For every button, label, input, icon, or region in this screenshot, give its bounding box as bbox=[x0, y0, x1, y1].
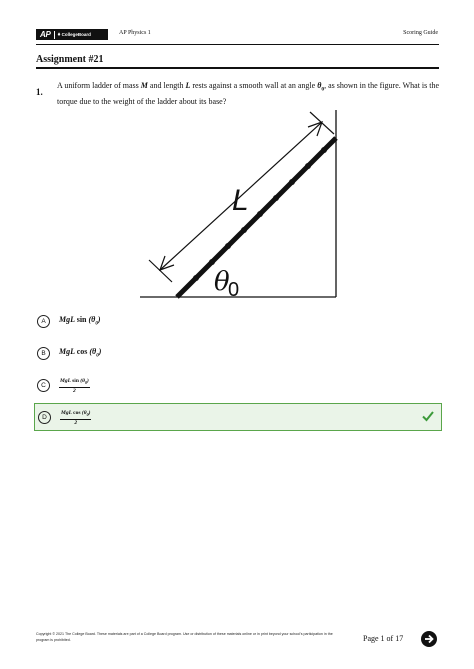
copyright-notice: Copyright © 2021 The College Board. These materials are part of a College Board program. Use or distribution of these materials online or in print beyond your school’s participation in the program is prohibited. bbox=[36, 632, 333, 642]
choice-letter: B bbox=[37, 347, 50, 360]
choice-formula: MgL $\sin (\theta_0)$ bbox=[59, 315, 101, 327]
choice-b[interactable] bbox=[34, 340, 440, 366]
length-tick-bottom bbox=[149, 260, 172, 282]
choice-letter: A bbox=[37, 315, 50, 328]
angle-label-subscript: 0 bbox=[228, 279, 240, 301]
course-name: AP Physics 1 bbox=[119, 30, 151, 36]
choice-formula: $\frac{MgL \sin (\theta_0)}{2}$ bbox=[60, 378, 89, 394]
choice-formula: MgL $\cos (\theta_0)$ bbox=[59, 347, 102, 359]
ladder bbox=[177, 138, 336, 297]
length-label: L bbox=[232, 184, 249, 217]
choice-d[interactable] bbox=[34, 403, 442, 431]
correct-check-icon bbox=[421, 409, 435, 423]
choice-formula: $\frac{MgL \cos (\theta_0)}{2}$ bbox=[61, 410, 91, 426]
assignment-title: Assignment #21 bbox=[36, 54, 104, 65]
length-symbol: L bbox=[185, 81, 191, 90]
ladder-figure bbox=[140, 110, 350, 302]
angle-label: θ bbox=[214, 267, 230, 297]
next-page-button[interactable] bbox=[421, 631, 437, 647]
choice-letter: D bbox=[38, 411, 51, 424]
arrow-right-icon bbox=[424, 634, 434, 644]
ap-logo-text: AP bbox=[40, 30, 51, 39]
question-text: A uniform ladder of mass M and length L rests against a smooth wall at an angle $\theta_0$, as shown in the figure. What is the torque due to the weight of the ladder about its base? bbox=[57, 81, 440, 106]
collegeboard-logo-text: CollegeBoard bbox=[61, 32, 91, 37]
mass-symbol: M bbox=[140, 81, 148, 90]
header-divider bbox=[36, 44, 439, 45]
logo-divider bbox=[54, 31, 55, 39]
ap-collegeboard-logo bbox=[36, 29, 108, 40]
question-number: 1. bbox=[36, 87, 43, 97]
choice-c[interactable] bbox=[34, 372, 440, 398]
choice-letter: C bbox=[37, 379, 50, 392]
title-divider bbox=[36, 67, 439, 69]
choice-a[interactable] bbox=[34, 308, 440, 334]
ladder-rungs bbox=[193, 147, 327, 281]
angle-symbol: θ bbox=[317, 81, 322, 90]
document-type: Scoring Guide bbox=[403, 30, 438, 36]
page-number: Page 1 of 17 bbox=[363, 634, 404, 643]
acorn-icon: ♦ bbox=[57, 31, 61, 38]
